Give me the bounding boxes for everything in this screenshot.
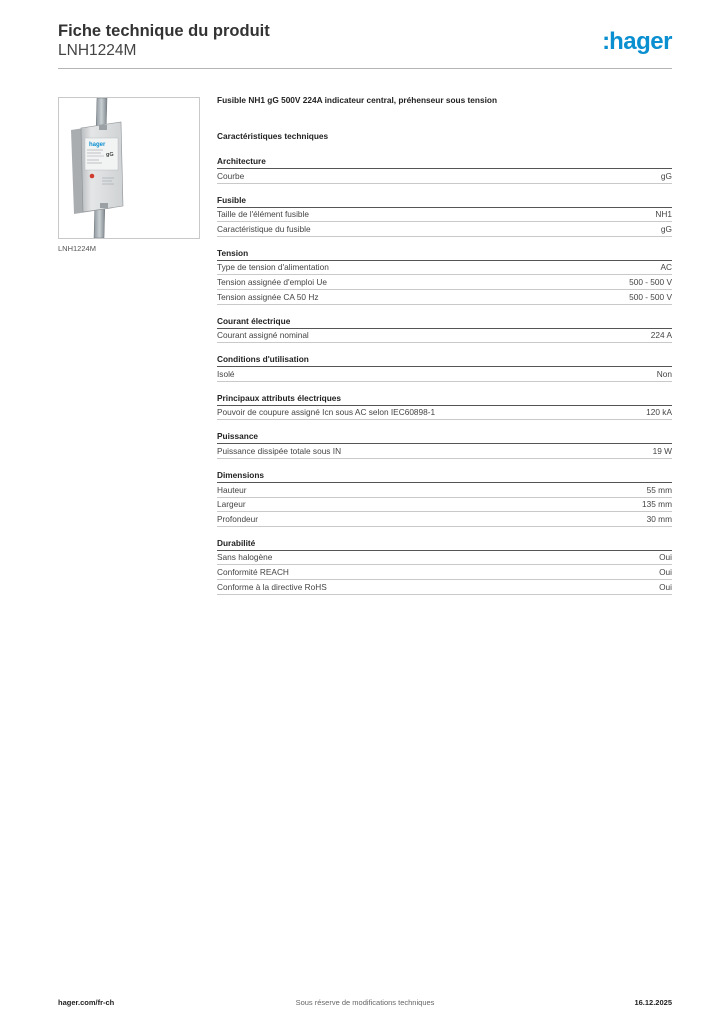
spec-label: Largeur — [217, 499, 246, 510]
spec-group — [217, 156, 672, 184]
spec-label: Conforme à la directive RoHS — [217, 581, 327, 592]
spec-group — [217, 354, 672, 382]
spec-row — [217, 483, 672, 498]
page-header — [58, 21, 672, 60]
spec-group-title: Conditions d'utilisation — [217, 354, 672, 367]
spec-group-title: Puissance — [217, 431, 672, 444]
spec-label: Taille de l'élément fusible — [217, 209, 309, 220]
spec-label: Tension assignée d'emploi Ue — [217, 276, 327, 287]
spec-label: Sans halogène — [217, 552, 273, 563]
spec-label: Isolé — [217, 368, 235, 379]
spec-row — [217, 329, 672, 344]
logo-text: hager — [609, 28, 672, 55]
spec-value: NH1 — [655, 209, 672, 220]
spec-group — [217, 316, 672, 344]
spec-group — [217, 195, 672, 237]
spec-value: 500 - 500 V — [629, 291, 672, 302]
spec-label: Type de tension d'alimentation — [217, 262, 329, 273]
logo-colon-mark: : — [602, 28, 609, 55]
fuse-brand-label: hager — [89, 142, 106, 148]
spec-groups — [217, 156, 672, 595]
specs-heading: Caractéristiques techniques — [217, 131, 329, 141]
spec-label: Caractéristique du fusible — [217, 223, 311, 234]
spec-label: Profondeur — [217, 513, 259, 524]
spec-label: Pouvoir de coupure assigné Icn sous AC selon IEC60898-1 — [217, 407, 436, 418]
spec-row — [217, 261, 672, 276]
spec-row — [217, 512, 672, 527]
spec-label: Courbe — [217, 170, 245, 181]
spec-group — [217, 470, 672, 527]
spec-row — [217, 222, 672, 237]
spec-label: Hauteur — [217, 484, 247, 495]
spec-value: 500 - 500 V — [629, 276, 672, 287]
spec-label: Courant assigné nominal — [217, 330, 309, 341]
fuse-indicator-dot — [90, 174, 95, 179]
spec-row — [217, 406, 672, 421]
spec-group-title: Courant électrique — [217, 316, 672, 329]
spec-row — [217, 367, 672, 382]
spec-value: 135 mm — [642, 499, 672, 510]
page-title: Fiche technique du produit — [58, 22, 270, 40]
spec-row — [217, 290, 672, 305]
spec-value: 30 mm — [646, 513, 672, 524]
spec-value: gG — [660, 170, 672, 181]
spec-label: Tension assignée CA 50 Hz — [217, 291, 319, 302]
spec-group-title: Fusible — [217, 195, 672, 208]
spec-value: Non — [656, 368, 672, 379]
spec-value: 55 mm — [646, 484, 672, 495]
spec-value: 19 W — [652, 445, 672, 456]
spec-group-title: Principaux attributs électriques — [217, 393, 672, 406]
hager-logo — [602, 28, 672, 56]
spec-group-title: Tension — [217, 248, 672, 261]
spec-value: Oui — [659, 581, 672, 592]
spec-row — [217, 580, 672, 595]
spec-group-title: Dimensions — [217, 470, 672, 483]
spec-value: Oui — [659, 566, 672, 577]
header-divider — [58, 68, 672, 69]
spec-group — [217, 538, 672, 595]
spec-group — [217, 393, 672, 421]
footer-website: hager.com/fr-ch — [58, 998, 115, 1007]
spec-value: 224 A — [650, 330, 672, 341]
spec-value: Oui — [659, 552, 672, 563]
spec-value: 120 kA — [646, 407, 672, 418]
fuse-type-label: gG — [106, 152, 114, 158]
spec-group — [217, 248, 672, 305]
spec-row — [217, 275, 672, 290]
spec-group-title: Durabilité — [217, 538, 672, 551]
footer-date: 16.12.2025 — [634, 998, 672, 1007]
fuse-illustration — [59, 98, 199, 238]
spec-row — [217, 565, 672, 580]
footer-notice: Sous réserve de modifications techniques — [295, 998, 435, 1007]
spec-value: AC — [660, 262, 672, 273]
spec-label: Conformité REACH — [217, 566, 289, 577]
spec-row — [217, 208, 672, 223]
spec-value: gG — [660, 223, 672, 234]
product-image — [58, 97, 200, 239]
spec-sheet — [217, 95, 672, 606]
spec-row — [217, 498, 672, 513]
spec-label: Puissance dissipée totale sous IN — [217, 445, 342, 456]
spec-row — [217, 169, 672, 184]
spec-row — [217, 444, 672, 459]
product-description: Fusible NH1 gG 500V 224A indicateur central, préhenseur sous tension — [217, 95, 498, 105]
spec-group — [217, 431, 672, 459]
image-caption: LNH1224M — [58, 244, 96, 253]
spec-group-title: Architecture — [217, 156, 672, 169]
spec-row — [217, 551, 672, 566]
product-reference: LNH1224M — [58, 42, 137, 59]
